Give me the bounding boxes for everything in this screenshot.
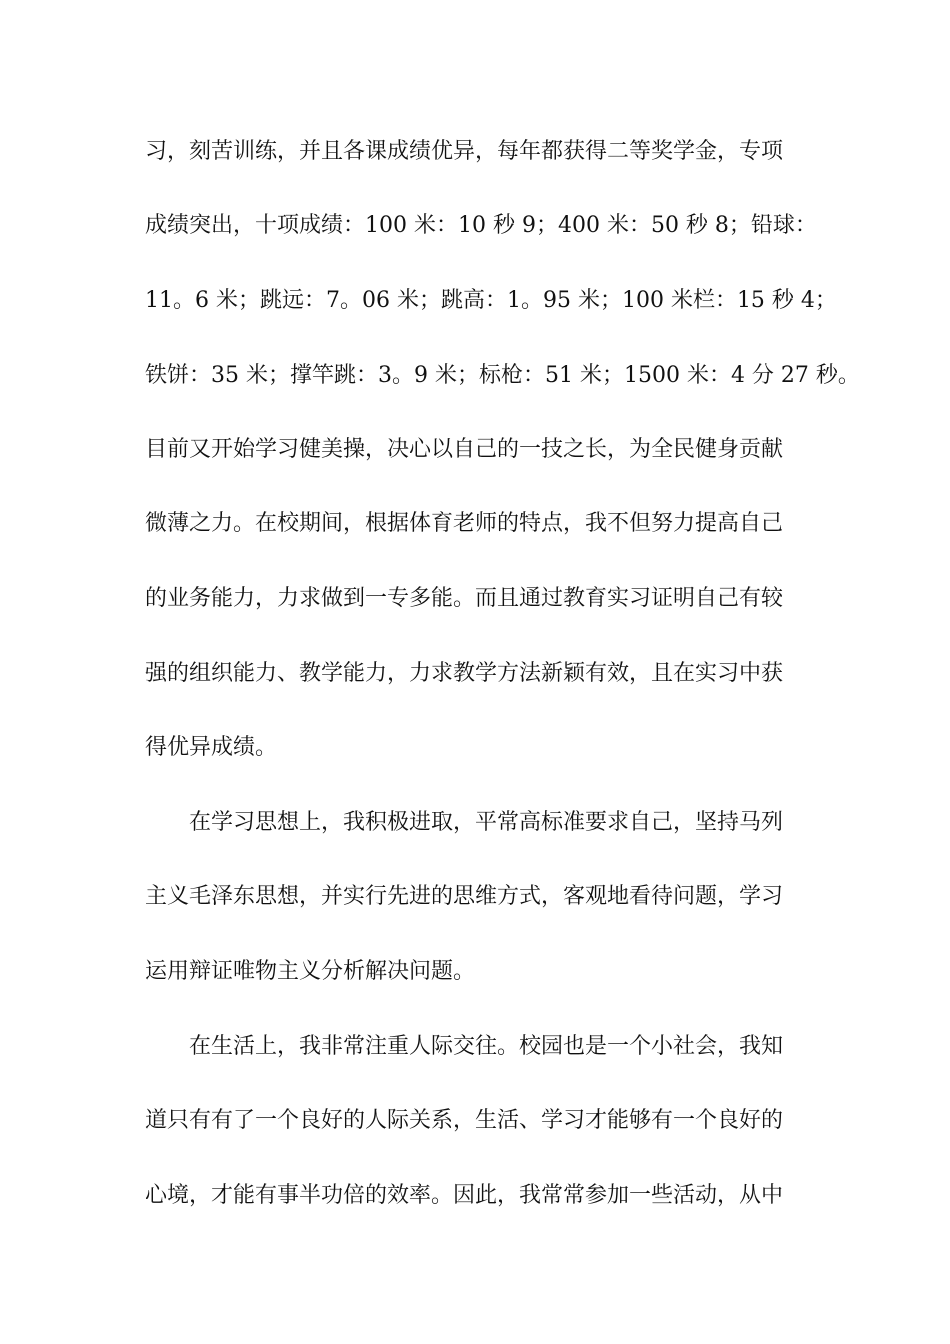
text-line-8: 强的组织能力、教学能力，力求教学方法新颖有效，且在实习中获	[145, 661, 784, 686]
text-line-9: 得优异成绩。	[145, 735, 278, 760]
text-line-11: 主义毛泽东思想，并实行先进的思维方式，客观地看待问题，学习	[145, 884, 784, 909]
text-line-2: 成绩突出，十项成绩：100 米：10 秒 9；400 米：50 秒 8；铅球：	[145, 213, 817, 238]
text-line-6: 微薄之力。在校期间，根据体育老师的特点，我不但努力提高自己	[145, 511, 784, 536]
text-line-7: 的业务能力，力求做到一专多能。而且通过教育实习证明自己有较	[145, 586, 784, 611]
text-line-12: 运用辩证唯物主义分析解决问题。	[145, 959, 476, 984]
text-line-1: 习，刻苦训练，并且各课成绩优异，每年都获得二等奖学金，专项	[145, 139, 784, 164]
text-line-3: 11。6 米；跳远：7。06 米；跳高：1。95 米；100 米栏：15 秒 4；	[145, 288, 837, 313]
text-line-13: 在生活上，我非常注重人际交往。校园也是一个小社会，我知	[189, 1034, 784, 1059]
text-line-4: 铁饼：35 米；撑竿跳：3。9 米；标枪：51 米；1500 米：4 分 27 秒。	[145, 363, 860, 388]
text-line-14: 道只有有了一个良好的人际关系，生活、学习才能够有一个良好的	[145, 1108, 784, 1133]
text-line-5: 目前又开始学习健美操，决心以自己的一技之长，为全民健身贡献	[145, 437, 784, 462]
text-line-15: 心境，才能有事半功倍的效率。因此，我常常参加一些活动，从中	[145, 1183, 784, 1208]
text-line-10: 在学习思想上，我积极进取，平常高标准要求自己，坚持马列	[189, 810, 784, 835]
